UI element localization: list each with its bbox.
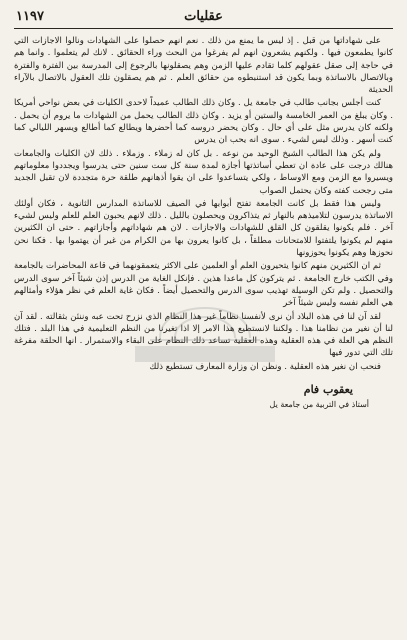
paragraph: ثم ان الكثيرين منهم كانوا يتحيرون العلم أو العلمين على الاكثر يتعمقونهما في قاعة المحاضرات بالجامعة وفي الكتب خارج الجامعة . ثم يتركون كل ماعدا هذين . فإنكل الغاية من الدرس إذن شيئاً آخر سوى الدرس والتحصيل . ولم تكن الوسيلة تهذيب سوى الدرس والتحصيل أيضاً . فكان غاية العلم في نظر هؤلاء وأمثالهم هي العلم نفسه وليس شيئاً آخر: [14, 261, 393, 309]
paragraph: فنحب ان نغير هذه العقلية . ونظن ان وزارة المعارف تستطيع ذلك: [149, 361, 381, 372]
paragraph: كنت أجلس بجانب طالب في جامعة يل . وكان ذلك الطالب عميداً لاحدى الكليات في بعض نواحي أمريكا . وكان يبلغ من العمر الخامسة والستين أو يزيد . وكان ذلك الطالب يحمل من الشهادات ما يروم أن يحمل . ولكنه كان يدرس مثل على أي حال . وكان يحضر دروسه كما أحضرها ويطالع كما أطالع ويسهر الليالي كما كنت أسهر . وذلك ليس لشيء . سوى انه يحب ان يدرس: [14, 98, 393, 146]
paragraph: على شهاداتها من قبل . إذ ليس ما يمنع من ذلك . نعم انهم حصلوا على الشهادات ونالوا الاجازات التي كانوا يطمعون فيها . ولكنهم يشعرون انهم لم يفرغوا من البحث وراء الحقائق . لانك لم يتعلموا . وانما هم في حاجة إلى صقل عقولهم كلما تقادم عليها الزمن وهم يصقلونها بالرجوع إلى المدرسة بين الفترة والفترة وبالاتصال بالاساتذة وبما يكون قد استنبطوه من حقائق العلم . ثم هم يصقلون تلك العقول بالاتصال بالآراء الحديثة: [14, 36, 393, 96]
author-affiliation: أستاذ في التربية من جامعة يل: [269, 400, 369, 410]
paragraph: وليس هذا فقط بل كانت الجامعة تفتح أبوابها في الصيف للاساتذة المدارس الثانوية ، فكان أولئك الاساتذة يدرسون لتلاميذهم بالنهار ثم يتذاكرون ويحصلون بالليل . ذلك لانهم يحبون العلم للعلم وليس لشيء آخر . فلم يكونوا يقلقون كل القلق للشهادات والاجازات . لان هم شهاداتهم وأجازاتهم . حتى ان الكثيرين منهم لم يكونوا يلتفتوا للامتحانات مطلقاً ، بل كانوا يعرون بها من الكرام من غير أن يهتموا بها . فكنا نحن نحوزها وهم يكونوا يحوزونها: [14, 198, 393, 259]
paragraph: ولم يكن هذا الطالب الشيخ الوحيد من نوعه . بل كان له زملاء . وزملاء . ذلك لان الكليات والجامعات هنالك درجت على عادة ان تعطي أساتذتها أجازة لمدة سنة كل ست سنين حتى يدرسوا ويجددوا معلوماتهم ويسيروا مع الزمن ومع الاوساط ، ولكي يتساعدوا على ان يقوا أذهانهم طلقة حرة متجددة لان تقبل الجديد متى رجحت كفته وكان يحتمل الصواب: [14, 148, 393, 196]
running-title: عقليات: [184, 9, 223, 24]
page-number: ١١٩٧: [16, 9, 44, 24]
article-body: [14, 35, 393, 373]
page-header: [14, 8, 393, 29]
author-signature: يعقوب فام: [303, 383, 353, 397]
paragraph: لقد آن لنا في هذه البلاد أن نرى لأنفسنا نظاماً غير هذا النظام الذي نزرح تحت عبه وننئن بثقالته . لقد آن لنا أن نغير من نظامنا هذا . ولكننا لانستطيع هذا الامر إلا اذا تغيرنا من النظم التعليمية في هذا البلد . فتلك النظم هي العلة في هذه العقلية وهذه العقلية تساعد ذلك النظام على البقاء والاستمرار . انها الحلقة مفرغة تلك التي تدور فيها: [14, 311, 393, 359]
